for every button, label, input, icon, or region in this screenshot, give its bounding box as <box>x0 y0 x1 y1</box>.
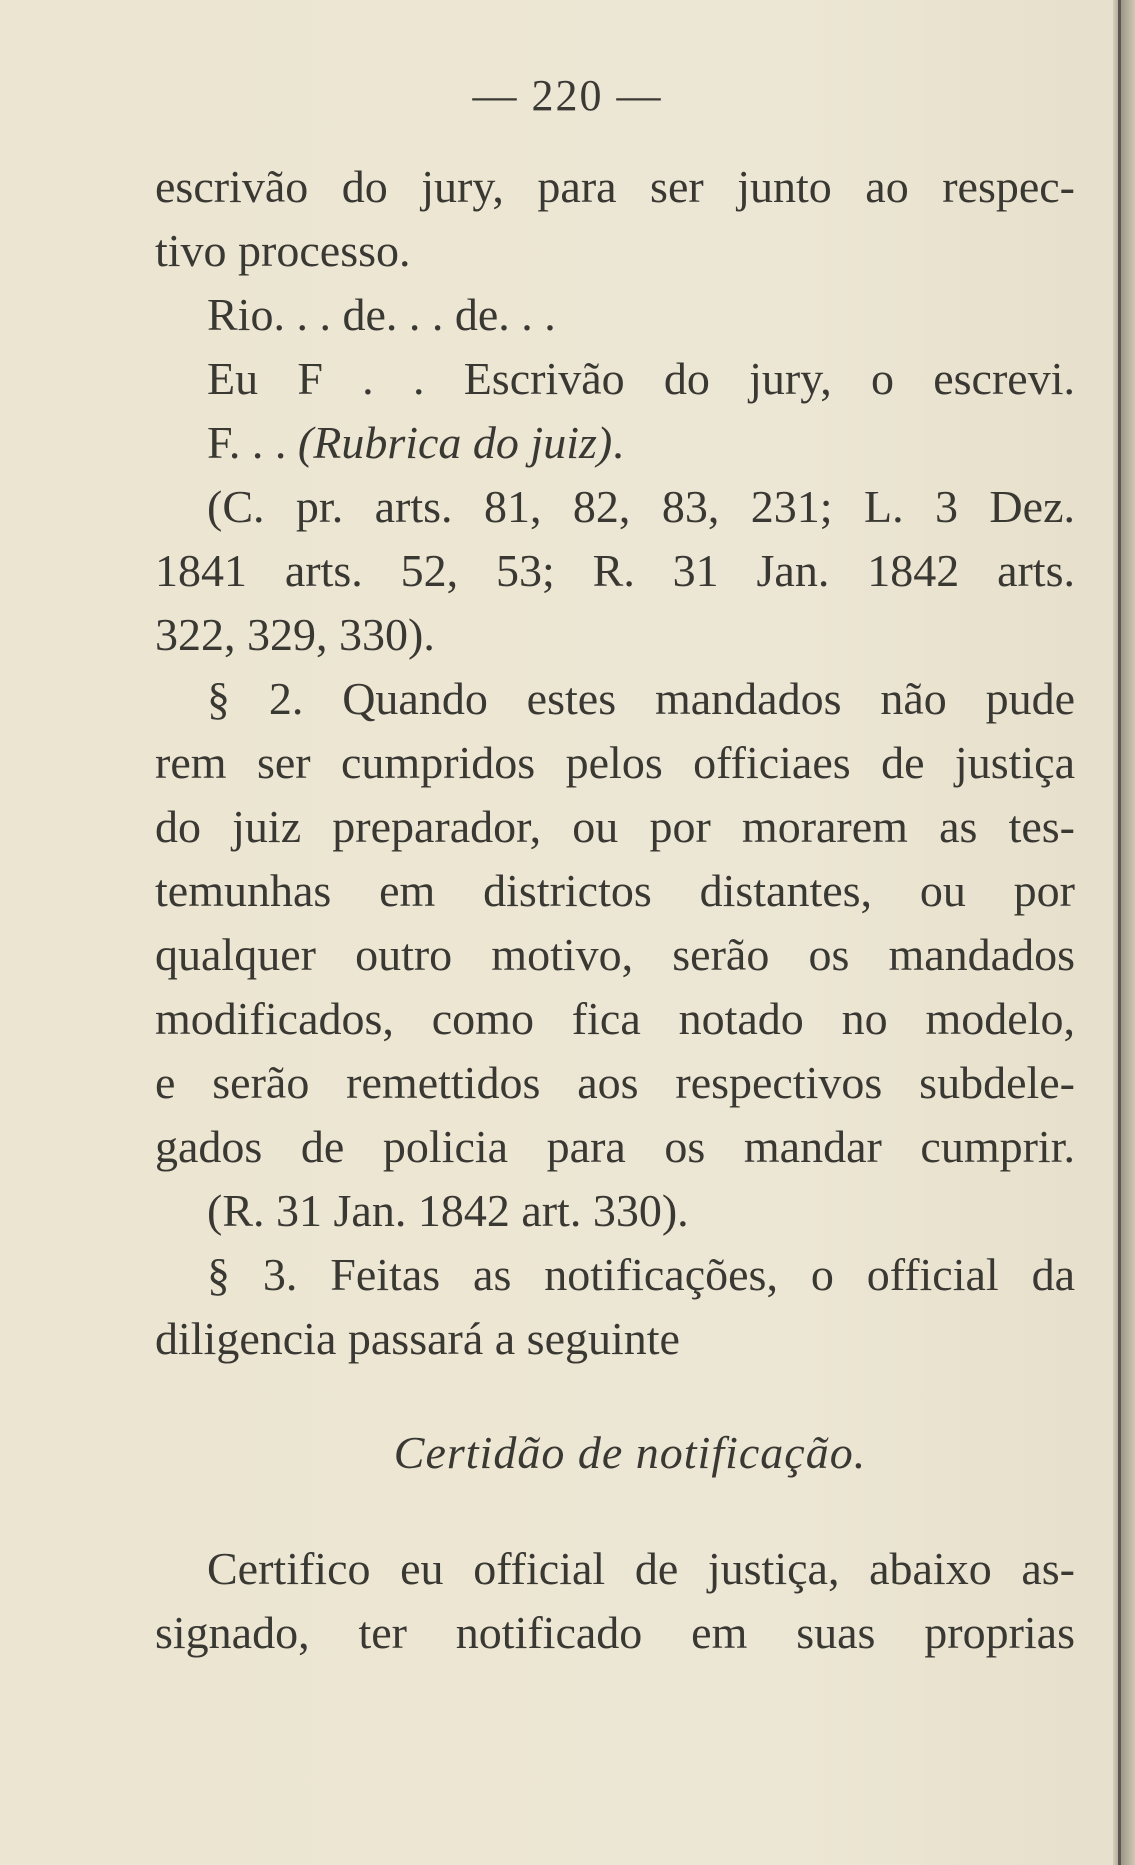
text-line-rubrica: F. . . (Rubrica do juiz). <box>207 417 624 468</box>
text-line: gados de policia para os mandar cumprir. <box>155 1121 1075 1172</box>
text-line: diligencia passará a seguinte <box>155 1313 680 1364</box>
text-line: qualquer outro motivo, serão os mandados <box>155 929 1075 980</box>
text-line: 322, 329, 330). <box>155 609 435 660</box>
text-line: modificados, como fica notado no modelo, <box>155 993 1075 1044</box>
rubrica-italic: (Rubrica do juiz) <box>297 417 613 468</box>
binding-line <box>1118 0 1121 1865</box>
section-3-start: § 3. Feitas as notificações, o official da <box>207 1249 1075 1300</box>
section-heading: Certidão de notificação. <box>393 1427 867 1478</box>
page-binding-edge <box>1113 0 1135 1865</box>
page-number: — 220 — <box>472 71 663 120</box>
text-line: (R. 31 Jan. 1842 art. 330). <box>207 1185 689 1236</box>
text-line: temunhas em districtos distantes, ou por <box>155 865 1075 916</box>
text-line: signado, ter notificado em suas proprias <box>155 1607 1075 1658</box>
text-line: escrivão do jury, para ser junto ao respec- <box>155 161 1075 212</box>
section-2-start: § 2. Quando estes mandados não pude <box>207 673 1075 724</box>
body-text <box>155 155 1075 1665</box>
text-line: rem ser cumpridos pelos officiaes de justiça <box>155 737 1075 788</box>
text-line: (C. pr. arts. 81, 82, 83, 231; L. 3 Dez. <box>207 481 1075 532</box>
text-line: e serão remettidos aos respectivos subdele- <box>155 1057 1075 1108</box>
text-line: 1841 arts. 52, 53; R. 31 Jan. 1842 arts. <box>155 545 1075 596</box>
text-line: Certifico eu official de justiça, abaixo as- <box>207 1543 1075 1594</box>
text-line: tivo processo. <box>155 225 411 276</box>
text-line: Eu F . . Escrivão do jury, o escrevi. <box>207 353 1075 404</box>
text-line: Rio. . . de. . . de. . . <box>207 289 556 340</box>
text-line: do juiz preparador, ou por morarem as tes- <box>155 801 1075 852</box>
